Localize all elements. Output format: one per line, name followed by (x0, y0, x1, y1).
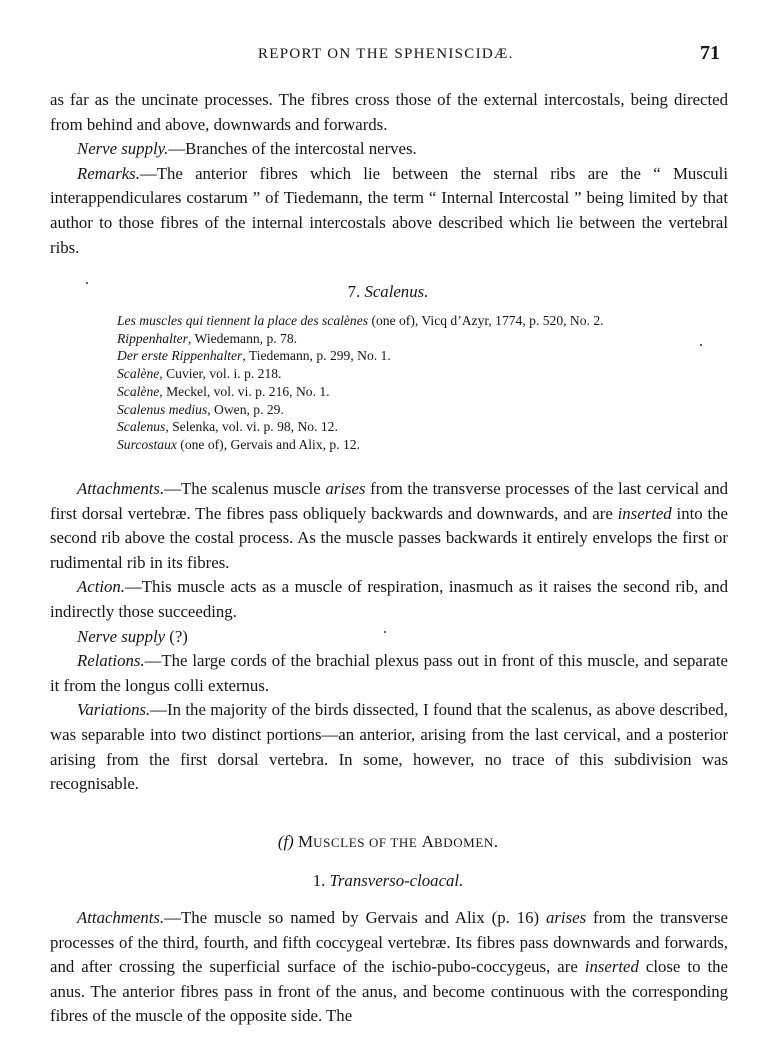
synonym-name: Scalenus medius (117, 401, 208, 417)
paragraph-nerve-supply (50, 137, 728, 162)
synonym-entry (117, 418, 737, 436)
paragraph-action (50, 575, 728, 624)
section-letter: (f) (277, 832, 294, 851)
synonym-reference: , Owen, p. 29. (207, 401, 284, 417)
synonym-reference: , Meckel, vol. vi. p. 216, No. 1. (159, 383, 330, 399)
stray-mark (700, 344, 702, 346)
subsection-title: Transverso-cloacal. (329, 871, 464, 890)
paragraph-relations (50, 649, 728, 698)
synonymy-list (117, 312, 737, 454)
paragraph-attachments (50, 477, 728, 575)
synonym-entry (117, 383, 737, 401)
nerve-supply-label: Nerve supply. (77, 139, 169, 159)
attachments-text: into the second rib above the costal process. As the muscle passes backwards it entirely envelops the first or rudimental rib in its fibres. (50, 503, 728, 572)
synonym-name: Scalenus (117, 419, 166, 435)
nerve-supply-label: Nerve supply (77, 626, 166, 646)
synonym-name: Scalène (117, 366, 160, 382)
intercostal-continuation (50, 88, 728, 260)
variations-label: Variations. (77, 700, 151, 720)
section-number: 7. (347, 282, 361, 301)
heading-smallcaps: USCLES OF THE (313, 835, 418, 850)
synonym-reference: , Selenka, vol. vi. p. 98, No. 12. (165, 419, 338, 435)
attachments-text: —The muscle so named by Gervais and Alix (p. 16) (164, 908, 547, 927)
synonym-entry (117, 312, 737, 330)
paragraph-attachments (50, 906, 728, 1029)
subsection-number: 1. (312, 871, 326, 890)
subsection-heading-transverso-cloacal (0, 871, 776, 891)
section-heading-scalenus (0, 282, 776, 302)
remarks-text: —The anterior fibres which lie between the sternal ribs are the “ Musculi interappendiculares costarum ” of Tiedemann, the term “ Internal Intercostal ” being limited by that author to those fibres of the internal intercostals above described which lie between the vertebral ribs. (50, 163, 728, 257)
attachments-label: Attachments. (77, 908, 165, 927)
synonym-name: Les muscles qui tiennent la place des scalènes (117, 313, 369, 328)
paragraph-fibres: as far as the uncinate processes. The fibres cross those of the external intercostals, being directed from behind and above, downwards and forwards. (50, 90, 728, 134)
attachments-label: Attachments. (77, 479, 165, 498)
heading-initial: M (297, 832, 314, 851)
attachments-text: —The scalenus muscle (164, 479, 326, 498)
heading-initial: A (421, 832, 434, 851)
nerve-supply-text: (?) (165, 626, 188, 646)
arises-term: arises (325, 479, 366, 498)
synonym-entry (117, 330, 737, 348)
attachments-text: close to the anus. The anterior fibres pass in front of the anus, and become continuous with the corresponding fibres of the muscle of the opposite side. The (50, 957, 728, 1026)
transverso-cloacal-description (50, 906, 728, 1029)
section-title: Scalenus. (364, 282, 429, 301)
remarks-label: Remarks. (77, 163, 140, 183)
inserted-term: inserted (584, 957, 639, 977)
section-heading-abdomen (0, 832, 776, 852)
relations-text: —The large cords of the brachial plexus pass out in front of this muscle, and separate it from the longus colli externus. (50, 651, 728, 695)
synonym-reference: (one of), Vicq d’Azyr, 1774, p. 520, No. 2. (368, 313, 604, 328)
synonym-name: Rippenhalter (117, 330, 188, 346)
scalenus-description (50, 477, 728, 797)
synonym-name: Der erste Rippenhalter (117, 348, 243, 364)
synonym-name: Scalène (117, 383, 160, 399)
synonym-entry (117, 401, 737, 419)
attachments-text: from the transverse processes of the last cervical and first dorsal vertebræ. The fibres pass obliquely backwards and downwards, and are (50, 479, 728, 523)
paragraph-remarks (50, 162, 728, 260)
synonym-reference: , Tiedemann, p. 299, No. 1. (242, 348, 391, 364)
synonym-name: Surcostaux (117, 436, 177, 452)
stray-mark (384, 631, 386, 633)
nerve-supply-text: —Branches of the intercostal nerves. (168, 139, 417, 159)
arises-term: arises (546, 908, 587, 927)
synonym-entry (117, 436, 737, 454)
synonym-reference: (one of), Gervais and Alix, p. 12. (176, 436, 361, 452)
paragraph-variations (50, 698, 728, 796)
heading-smallcaps: BDOMEN (433, 835, 494, 850)
running-header-title: REPORT ON THE SPHENISCIDÆ. (258, 46, 514, 62)
paragraph-nerve-supply (50, 625, 728, 650)
action-label: Action. (77, 577, 126, 597)
synonym-reference: , Wiedemann, p. 78. (187, 330, 298, 346)
variations-text: —In the majority of the birds dissected, I found that the scalenus, as above described, was separable into two distinct portions—an anterior, arising from the last cervical, and a posterior arising from the first dorsal vertebra. In some, however, no trace of this subdivision was recognisable. (50, 700, 728, 794)
action-text: —This muscle acts as a muscle of respiration, inasmuch as it raises the second rib, and indirectly those succeeding. (50, 577, 728, 621)
heading-period: . (493, 832, 499, 851)
synonym-entry (117, 347, 737, 365)
attachments-text: from the transverse processes of the third, fourth, and fifth coccygeal vertebræ. Its fibres pass downwards and forwards, and after crossing the superficial surface of the ischio-pubo-coccygeus, are (50, 908, 728, 977)
page-number: 71 (700, 42, 720, 64)
relations-label: Relations. (77, 651, 145, 671)
synonym-reference: , Cuvier, vol. i. p. 218. (159, 366, 282, 382)
inserted-term: inserted (617, 503, 672, 523)
synonym-entry (117, 365, 737, 383)
